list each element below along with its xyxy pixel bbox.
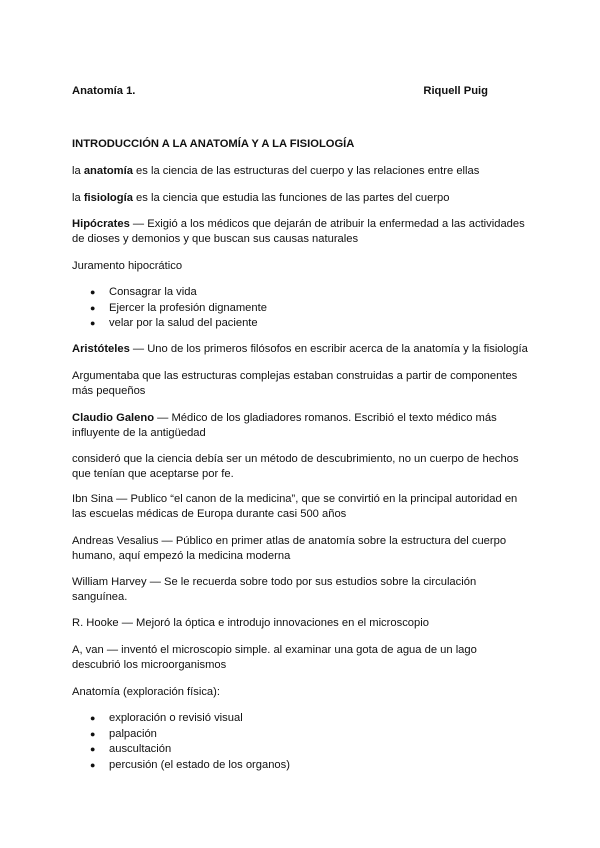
paragraph-anatomia (72, 164, 528, 179)
paragraph-hooke: R. Hooke — Mejoró la óptica e introdujo innovaciones en el microscopio (72, 617, 429, 629)
list-item-text: Consagrar la vida (109, 286, 197, 298)
list-item (72, 742, 290, 758)
list-item (72, 301, 267, 317)
document-title: INTRODUCCIÓN A LA ANATOMÍA Y A LA FISIOLOGÍA (72, 138, 355, 150)
text-aristoteles: — Uno de los primeros filósofos en escribir acerca de la anatomía y la fisiología (129, 343, 528, 355)
header-subject: Anatomía 1. (72, 85, 136, 97)
list-item-text: velar por la salud del paciente (109, 317, 258, 329)
paragraph-fisiologia (72, 191, 528, 206)
label-juramento: Juramento hipocrático (72, 260, 183, 272)
term-galeno: Claudio Galeno (72, 412, 155, 424)
bullet-icon: ● (90, 713, 96, 723)
list-item-text: auscultación (109, 743, 172, 755)
term-fisiologia: fisiología (83, 192, 133, 204)
paragraph-aristoteles (72, 342, 528, 357)
list-item-text: Ejercer la profesión dignamente (109, 301, 267, 314)
bullet-icon: ● (90, 302, 96, 313)
paragraph-van: A, van — inventó el microscopio simple. al examinar una gota de agua de un lago descubrió los microorganismos (72, 644, 477, 671)
bullet-icon: ● (90, 287, 96, 297)
term-anatomia: anatomía (83, 165, 133, 177)
list-item-text: palpación (109, 727, 157, 740)
list-item (72, 727, 290, 743)
paragraph-considero: consideró que la ciencia debía ser un método de descubrimiento, no un cuerpo de hechos que tenían que aceptarse por fe. (72, 453, 519, 480)
bullet-icon: ● (90, 728, 96, 739)
text-galeno: — Médico de los gladiadores romanos. Escribió el texto médico más influyente de la antigüedad (72, 412, 497, 439)
term-aristoteles: Aristóteles (72, 343, 130, 355)
header-author: Riquell Puig (423, 85, 488, 97)
list-item (72, 316, 267, 332)
text-hipocrates: — Exigió a los médicos que dejarán de atribuir la enfermedad a las actividades de dioses y demonios y que buscan sus causas naturales (72, 218, 525, 245)
paragraph-vesalius: Andreas Vesalius — Público en primer atlas de anatomía sobre la estructura del cuerpo humano, aquí empezó la medicina moderna (72, 535, 507, 562)
bullet-icon: ● (90, 744, 96, 754)
text-post: es la ciencia que estudia las funciones de las partes del cuerpo (132, 192, 450, 204)
list-item (72, 758, 290, 774)
bullet-icon: ● (90, 759, 96, 770)
bullet-icon: ● (90, 318, 96, 328)
term-hipocrates: Hipócrates (72, 218, 130, 230)
page-header (72, 84, 488, 100)
list-juramento (72, 285, 267, 332)
text-pre: la (72, 165, 84, 177)
list-exploracion (72, 711, 290, 773)
paragraph-harvey: William Harvey — Se le recuerda sobre todo por sus estudios sobre la circulación sanguínea. (72, 576, 477, 603)
paragraph-galeno (72, 411, 528, 441)
paragraph-hipocrates (72, 217, 528, 247)
text-post: es la ciencia de las estructuras del cuerpo y las relaciones entre ellas (132, 165, 480, 177)
paragraph-argumentaba: Argumentaba que las estructuras complejas estaban construidas a partir de componentes más pequeños (72, 370, 518, 397)
list-item-text: exploración o revisió visual (109, 712, 243, 724)
list-item (72, 711, 290, 727)
label-exploracion: Anatomía (exploración física): (72, 686, 220, 698)
paragraph-ibn-sina: Ibn Sina — Publico “el canon de la medicina”, que se convirtió en la principal autoridad en las escuelas médicas de Europa durante casi 500 años (72, 493, 518, 520)
text-pre: la (72, 192, 84, 204)
list-item (72, 285, 267, 301)
list-item-text: percusión (el estado de los organos) (109, 758, 290, 771)
